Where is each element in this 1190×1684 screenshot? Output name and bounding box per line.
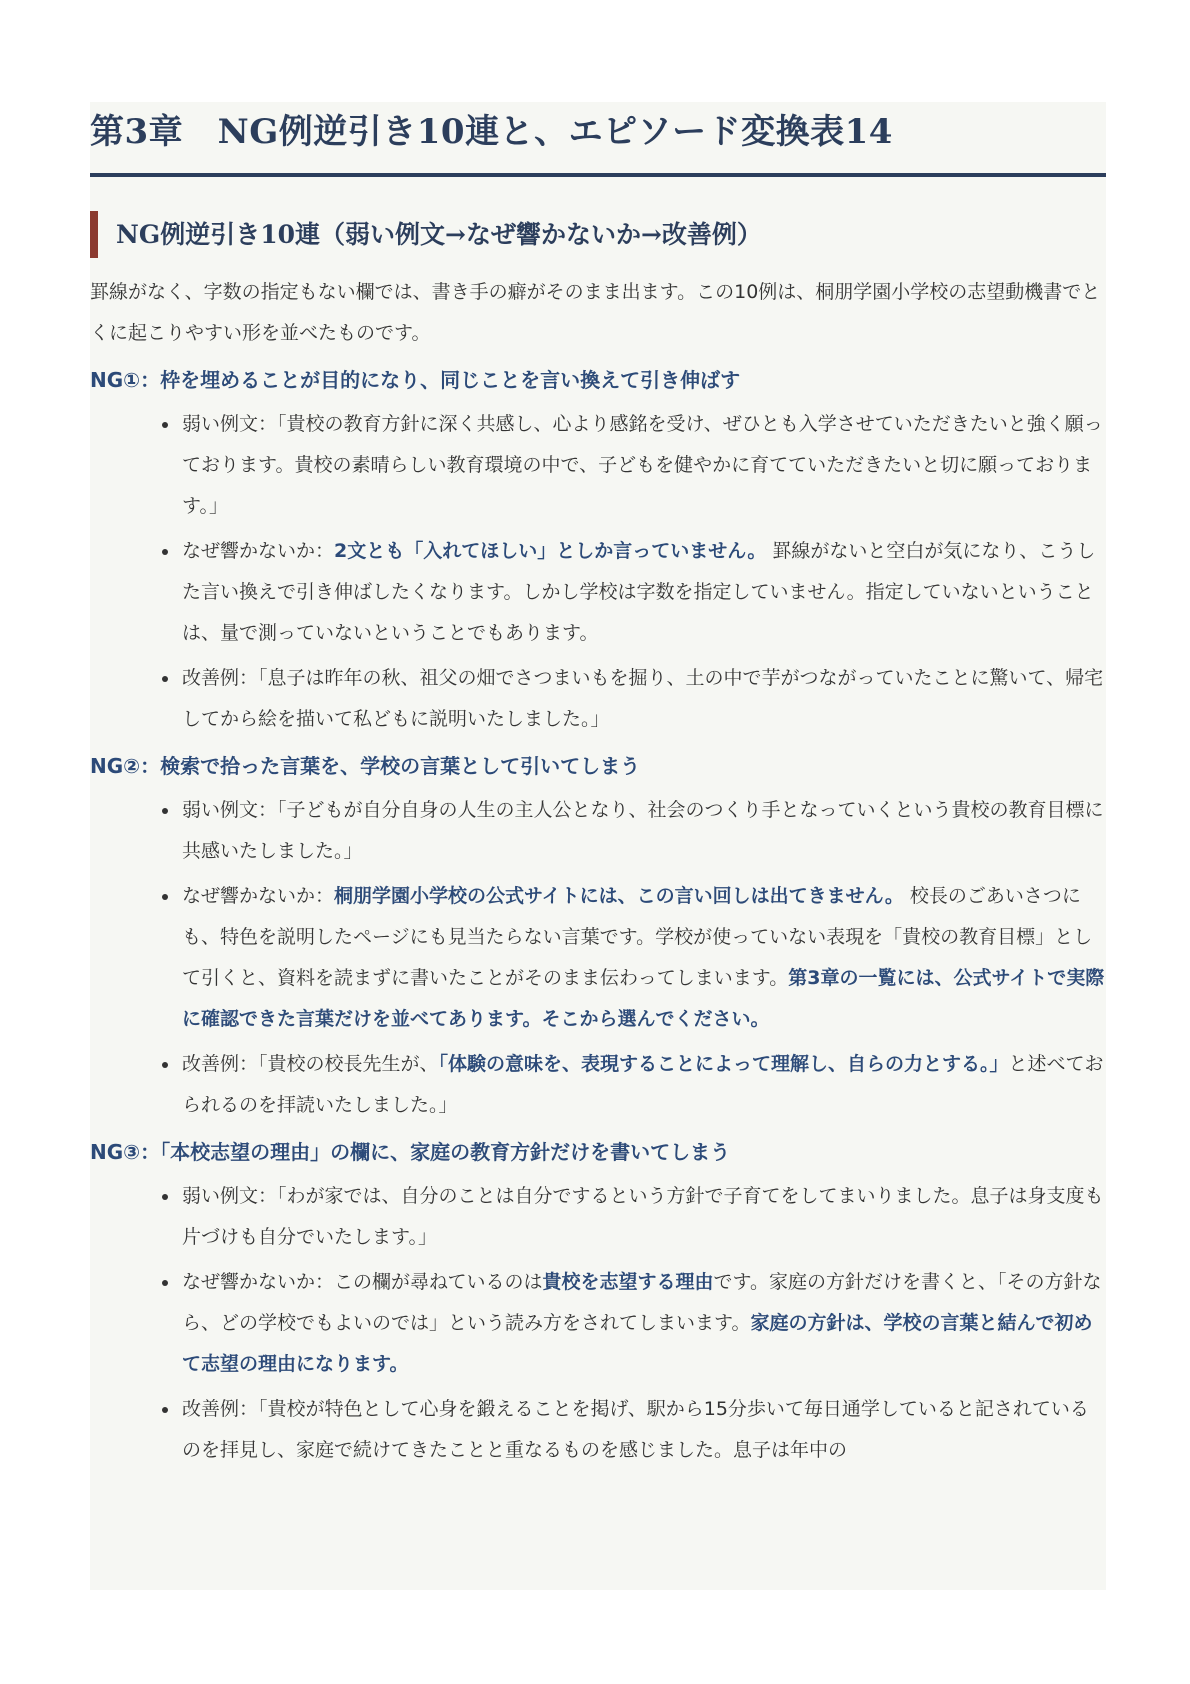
ng1-why: [182, 531, 1106, 654]
ng1-weak-example: 弱い例文：「貴校の教育方針に深く共感し、心より感銘を受け、ぜひとも入学させていただきたいと強く願っております。貴校の素晴らしい教育環境の中で、子どもを健やかに育てていただきたいと切に願っております。」: [182, 404, 1106, 527]
ng3-list: [90, 1176, 1106, 1471]
ng2-weak-example: 弱い例文：「子どもが自分自身の人生の主人公となり、社会のつくり手となっていくという貴校の教育目標に共感いたしました。」: [182, 790, 1106, 872]
ng2-improved-rest: と述べておられるのを拝読いたしました。」: [182, 1052, 1104, 1116]
ng2-improved-prefix: 改善例：「貴校の校長先生が、: [182, 1052, 439, 1075]
chapter-title: 第3章 NG例逆引き10連と、エピソード変換表14: [90, 102, 1106, 177]
ng1-list: [90, 404, 1106, 740]
ng3-improved-example: 改善例：「貴校が特色として心身を鍛えることを掲げ、駅から15分歩いて毎日通学していると記されているのを拝見し、家庭で続けてきたことと重なるものを感じました。息子は年中の: [182, 1389, 1106, 1471]
ng3-why-emphasis-2: 家庭の方針は、学校の言葉と結んで初めて志望の理由になります。: [182, 1311, 1093, 1375]
ng1-why-prefix: なぜ響かないか：: [182, 539, 335, 562]
ng2-heading: NG②：検索で拾った言葉を、学校の言葉として引いてしまう: [90, 753, 641, 778]
ng1-why-emphasis: 2文とも「入れてほしい」としか言っていません。: [334, 539, 767, 562]
ng2-list: [90, 790, 1106, 1126]
ng2-why-middle: 校長のごあいさつにも、特色を説明したページにも見当たらない言葉です。学校が使っていない表現を「貴校の教育目標」として引くと、資料を読まずに書いたことがそのまま伝わってしまいます。: [182, 884, 1093, 989]
ng2-why: [182, 876, 1106, 1040]
ng1-why-rest: 罫線がないと空白が気になり、こうした言い換えで引き伸ばしたくなります。しかし学校は字数を指定していません。指定していないということは、量で測っていないということでもあります。: [182, 539, 1096, 644]
ng1-heading: NG①：枠を埋めることが目的になり、同じことを言い換えて引き伸ばす: [90, 367, 741, 392]
ng3-why-middle: です。家庭の方針だけを書くと、「その方針なら、どの学校でもよいのでは」という読み方をされてしまいます。: [182, 1270, 1102, 1334]
section-title: NG例逆引き10連（弱い例文→なぜ響かないか→改善例）: [90, 211, 1106, 258]
ng2-improved-example: [182, 1044, 1106, 1126]
ng2-why-prefix: なぜ響かないか：: [182, 884, 335, 907]
document-page: [90, 102, 1106, 1590]
ng2-why-emphasis-2: 第3章の一覧には、公式サイトで実際に確認できた言葉だけを並べてあります。そこから選んでください。: [182, 966, 1105, 1030]
ng3-why-prefix: なぜ響かないか：この欄が尋ねているのは: [182, 1270, 543, 1293]
ng2-improved-emphasis: 「体験の意味を、表現することによって理解し、自らの力とする。」: [438, 1052, 1009, 1075]
ng3-heading: NG③：「本校志望の理由」の欄に、家庭の教育方針だけを書いてしまう: [90, 1139, 731, 1164]
ng3-weak-example: 弱い例文：「わが家では、自分のことは自分でするという方針で子育てをしてまいりました。息子は身支度も片づけも自分でいたします。」: [182, 1176, 1106, 1258]
ng3-why: [182, 1262, 1106, 1385]
ng3-why-emphasis-1: 貴校を志望する理由: [542, 1270, 714, 1293]
ng1-improved-example: 改善例：「息子は昨年の秋、祖父の畑でさつまいもを掘り、土の中で芋がつながっていたことに驚いて、帰宅してから絵を描いて私どもに説明いたしました。」: [182, 658, 1106, 740]
ng2-why-emphasis-1: 桐朋学園小学校の公式サイトには、この言い回しは出てきません。: [334, 884, 904, 907]
intro-paragraph: 罫線がなく、字数の指定もない欄では、書き手の癖がそのまま出ます。この10例は、桐朋学園小学校の志望動機書でとくに起こりやすい形を並べたものです。: [90, 280, 1101, 344]
